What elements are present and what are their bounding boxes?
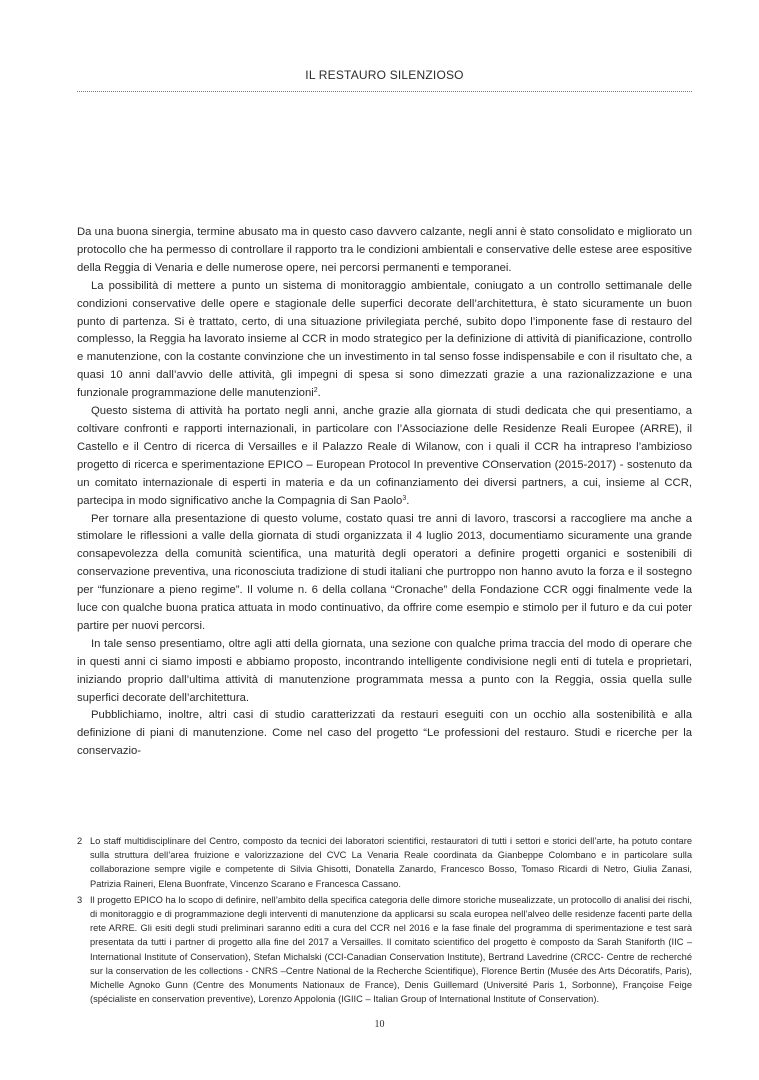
footnote-ref[interactable]: 2 <box>313 387 318 395</box>
footnote-number: 2 <box>77 836 83 846</box>
paragraph: Pubblichiamo, inoltre, altri casi di studio caratterizzati da restauri eseguiti con un occhio alla sostenibilità e alla definizione di piani di manutenzione. Come nel caso del progetto “Le professioni del restauro. Studi e ricerche per la conservazio- <box>77 709 692 758</box>
footnote <box>77 893 692 1007</box>
footnote-text: Lo staff multidisciplinare del Centro, composto da tecnici dei laboratori scientifici, restauratori di tutti i settori e storici dell’arte, ha potuto contare sulla struttura dell’area fruizione e valorizzazione del CVC La Venaria Reale coordinata da Gianbeppe Colombano e in particolare sulla collaborazione sempre vigile e competente di Silvia Ghisotti, Donatella Zanardo, Francesco Bosso, Tomaso Ricardi di Netro, Giulia Zanasi, Patrizia Raineri, Elena Buonfrate, Vincenzo Scarano e Francesca Cassano. <box>90 836 692 889</box>
body-text <box>77 224 692 761</box>
footnotes <box>77 834 692 1008</box>
footnote-number: 3 <box>77 894 83 905</box>
page-number: 10 <box>374 1019 385 1030</box>
footnote <box>77 834 692 891</box>
footnote-ref[interactable]: 3 <box>402 494 407 502</box>
paragraph: Questo sistema di attività ha portato negli anni, anche grazie alla giornata di studi dedicata che qui presentiamo, a coltivare confronti e rapporti internazionali, in particolare con l’Associazione delle Residenze Reali Europee (ARRE), il Castello e il Centro di ricerca di Versailles e il Palazzo Reale di Wilanow, con i quali il CCR ha intrapreso l’ambizioso progetto di ricerca e sperimentazione EPICO – European Protocol In preventive COnservation (2015-2017) - sostenuto da un comitato internazionale di esperti in materia e da un cofinanziamento dei diversi partners, a cui, insieme al CCR, partecipa in modo significativo anche la Compagnia di San Paolo$^3$. <box>77 405 692 507</box>
paragraph: Per tornare alla presentazione di questo volume, costato quasi tre anni di lavoro, trascorsi a raccogliere ma anche a stimolare le riflessioni a valle della giornata di studi organizzata il 4 luglio 2013, documentiamo sicuramente una grande consapevolezza della comunità scientifica, una maturità degli operatori a definire progetti organici e sostenibili di conservazione preventiva, una riconosciuta tradizione di studi italiani che purtroppo non hanno avuto la forza e il sostegno per “funzionare a pieno regime”. Il volume n. 6 della collana “Cronache” della Fondazione CCR oggi finalmente vede la luce con qualche buona pratica attuata in modo continuativo, da offrire come esempio e stimolo per il futuro e da cui poter partire per nuovi percorsi. <box>77 512 692 632</box>
running-header: IL RESTAURO SILENZIOSO <box>305 68 464 82</box>
paragraph: La possibilità di mettere a punto un sistema di monitoraggio ambientale, coniugato a un controllo settimanale delle condizioni conservative delle opere e stagionale delle superfici decorate dell’architettura, è stato sicuramente un buon punto di partenza. Si è trattato, certo, di una situazione privilegiata perché, subito dopo l’imponente fase di restauro del complesso, la Reggia ha lavorato insieme al CCR in modo strategico per la definizione di attività di pianificazione, controllo e manutenzione, con la costante convinzione che un investimento in tal senso fosse indispensabile e con il risultato che, a quasi 10 anni dall’avvio delle attività, gli impegni di spesa si sono dimezzati grazie a una razionalizzazione e una funzionale programmazione delle manutenzioni$^2$. <box>77 279 692 400</box>
header-dotted-rule <box>77 91 692 92</box>
paragraph: In tale senso presentiamo, oltre agli atti della giornata, una sezione con qualche prima traccia del modo di operare che in questi anni ci siamo imposti e abbiamo proposto, incontrando intelligente condivisione negli enti di tutela e proprietari, iniziando proprio dall’ultima attività di manutenzione programmata messa a punto con la Reggia, ossia quella sulle superfici decorate dell’architettura. <box>77 637 692 704</box>
footnote-text: Il progetto EPICO ha lo scopo di definire, nell’ambito della specifica categoria delle dimore storiche musealizzate, un protocollo di analisi dei rischi, di monitoraggio e di programmazione degli interventi di manutenzione da applicarsi su scala europea nell’alveo delle residenze facenti parte della rete ARRE. Gli esiti degli studi preliminari saranno editi a cura del CCR nel 2016 e la fase finale del programma di sperimentazione e test sarà presentata da tutti i partner di progetto alla fine del 2017 a Versailles. Il comitato scientifico del progetto è composto da Sarah Staniforth (IIC – International Institute of Conservation), Stefan Michalski (CCI-Canadian Conservation Institute), Bertrand Lavedrine (CRCC- Centre de recherché sur la conservation de les collections - CNRS –Centre National de la Recherche Scientifique), Florence Bertin (Musée des Arts Décoratifs, Paris), Michelle Agnoko Gunn (Centre des Monuments Nationaux de France), Denis Guillemard (Université Paris 1, Sorbonne), Françoise Feige (spécialiste en conservation preventive), Lorenzo Appolonia (IGIIC – Italian Group of International Institute of Conservation). <box>90 894 692 1005</box>
paragraph: Da una buona sinergia, termine abusato ma in questo caso davvero calzante, negli anni è stato consolidato e migliorato un protocollo che ha permesso di controllare il rapporto tra le condizioni ambientali e conservative delle estese aree espositive della Reggia di Venaria e delle numerose opere, nei percorsi permanenti e temporanei. <box>77 226 692 274</box>
